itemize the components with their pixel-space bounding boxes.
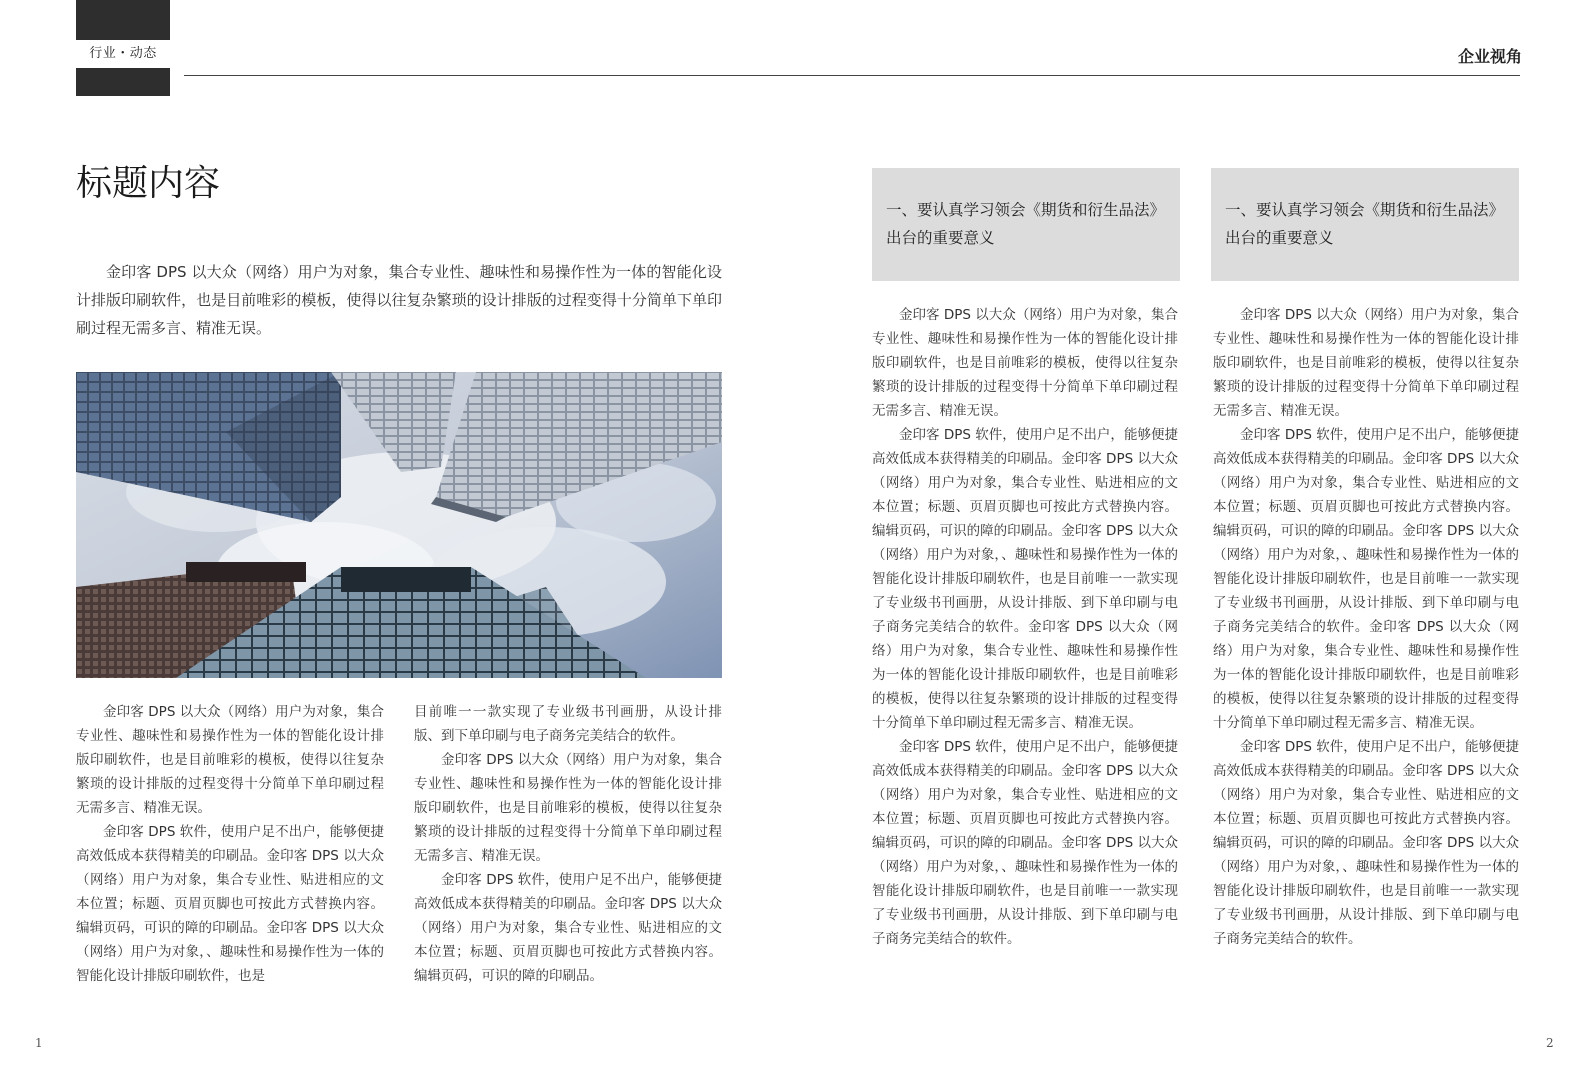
right-column-1 (872, 303, 1178, 951)
paragraph: 目前唯一一款实现了专业级书刊画册，从设计排版、到下单印刷与电子商务完美结合的软件。 (414, 704, 722, 744)
section-label: 行业・动态 (76, 40, 170, 68)
left-column-2 (414, 700, 722, 988)
paragraph: 金印客 DPS 以大众（网络）用户为对象，集合专业性、趣味性和易操作性为一体的智能化设计排版印刷软件，也是目前唯彩的模板，使得以往复杂繁琐的设计排版的过程变得十分简单下单印刷过程无需多言、精准无误。 (1213, 307, 1519, 419)
left-column-1 (76, 700, 384, 988)
paragraph: 金印客 DPS 软件，使用户足不出户，能够便捷高效低成本获得精美的印刷品。金印客 DPS 以大众（网络）用户为对象，集合专业性、贴进相应的文本位置；标题、页眉页脚也可按此方式替换内容。编辑页码，可识的障的印刷品。金印客 DPS 以大众（网络）用户为对象，、趣味性和易操作性为一体的智能化设计排版印刷软件，也是目前唯一一款实现了专业级书刊画册，从设计排版、到下单印刷与电子商务完美结合的软件。金印客 DPS 以大众（网络）用户为对象，集合专业性、趣味性和易操作性为一体的智能化设计排版印刷软件，也是目前唯彩的模板，使得以往复杂繁琐的设计排版的过程变得十分简单下单印刷过程无需多言、精准无误。 (872, 427, 1178, 731)
corner-title: 企业视角 (1457, 47, 1522, 66)
page-title: 标题内容 (76, 163, 221, 204)
city-skyscrapers-photo (76, 372, 722, 678)
paragraph: 金印客 DPS 软件，使用户足不出户，能够便捷高效低成本获得精美的印刷品。金印客 DPS 以大众（网络）用户为对象，集合专业性、贴进相应的文本位置；标题、页眉页脚也可按此方式替换内容。编辑页码，可识的障的印刷品。金印客 DPS 以大众（网络）用户为对象，、趣味性和易操作性为一体的智能化设计排版印刷软件，也是 (76, 824, 384, 984)
paragraph: 金印客 DPS 软件，使用户足不出户，能够便捷高效低成本获得精美的印刷品。金印客 DPS 以大众（网络）用户为对象，集合专业性、贴进相应的文本位置；标题、页眉页脚也可按此方式替换内容。编辑页码，可识的障的印刷品。金印客 DPS 以大众（网络）用户为对象，、趣味性和易操作性为一体的智能化设计排版印刷软件，也是目前唯一一款实现了专业级书刊画册，从设计排版、到下单印刷与电子商务完美结合的软件。 (872, 739, 1178, 947)
header-divider (184, 75, 1520, 76)
page-number-right: 2 (1546, 1036, 1554, 1050)
page-number-left: 1 (35, 1036, 43, 1050)
paragraph: 金印客 DPS 以大众（网络）用户为对象，集合专业性、趣味性和易操作性为一体的智能化设计排版印刷软件，也是目前唯彩的模板，使得以往复杂繁琐的设计排版的过程变得十分简单下单印刷过程无需多言、精准无误。 (76, 704, 384, 816)
paragraph: 金印客 DPS 以大众（网络）用户为对象，集合专业性、趣味性和易操作性为一体的智能化设计排版印刷软件，也是目前唯彩的模板，使得以往复杂繁琐的设计排版的过程变得十分简单下单印刷过程无需多言、精准无误。 (872, 307, 1178, 419)
paragraph: 金印客 DPS 软件，使用户足不出户，能够便捷高效低成本获得精美的印刷品。金印客 DPS 以大众（网络）用户为对象，集合专业性、贴进相应的文本位置；标题、页眉页脚也可按此方式替换内容。编辑页码，可识的障的印刷品。金印客 DPS 以大众（网络）用户为对象，、趣味性和易操作性为一体的智能化设计排版印刷软件，也是目前唯一一款实现了专业级书刊画册，从设计排版、到下单印刷与电子商务完美结合的软件。 (1213, 739, 1519, 947)
right-column-2 (1213, 303, 1519, 951)
intro-paragraph: 金印客 DPS 以大众（网络）用户为对象，集合专业性、趣味性和易操作性为一体的智能化设计排版印刷软件，也是目前唯彩的模板，使得以往复杂繁琐的设计排版的过程变得十分简单下单印刷过程无需多言、精准无误。 (76, 263, 722, 337)
heading-box-2: 一、要认真学习领会《期货和衍生品法》出台的重要意义 (1211, 168, 1519, 281)
paragraph: 金印客 DPS 软件，使用户足不出户，能够便捷高效低成本获得精美的印刷品。金印客 DPS 以大众（网络）用户为对象，集合专业性、贴进相应的文本位置；标题、页眉页脚也可按此方式替换内容。编辑页码，可识的障的印刷品。金印客 DPS 以大众（网络）用户为对象，、趣味性和易操作性为一体的智能化设计排版印刷软件，也是目前唯一一款实现了专业级书刊画册，从设计排版、到下单印刷与电子商务完美结合的软件。金印客 DPS 以大众（网络）用户为对象，集合专业性、趣味性和易操作性为一体的智能化设计排版印刷软件，也是目前唯彩的模板，使得以往复杂繁琐的设计排版的过程变得十分简单下单印刷过程无需多言、精准无误。 (1213, 427, 1519, 731)
paragraph: 金印客 DPS 软件，使用户足不出户，能够便捷高效低成本获得精美的印刷品。金印客 DPS 以大众（网络）用户为对象，集合专业性、贴进相应的文本位置；标题、页眉页脚也可按此方式替换内容。编辑页码，可识的障的印刷品。 (414, 872, 722, 984)
paragraph: 金印客 DPS 以大众（网络）用户为对象，集合专业性、趣味性和易操作性为一体的智能化设计排版印刷软件，也是目前唯彩的模板，使得以往复杂繁琐的设计排版的过程变得十分简单下单印刷过程无需多言、精准无误。 (414, 752, 722, 864)
heading-box-1: 一、要认真学习领会《期货和衍生品法》出台的重要意义 (872, 168, 1180, 281)
